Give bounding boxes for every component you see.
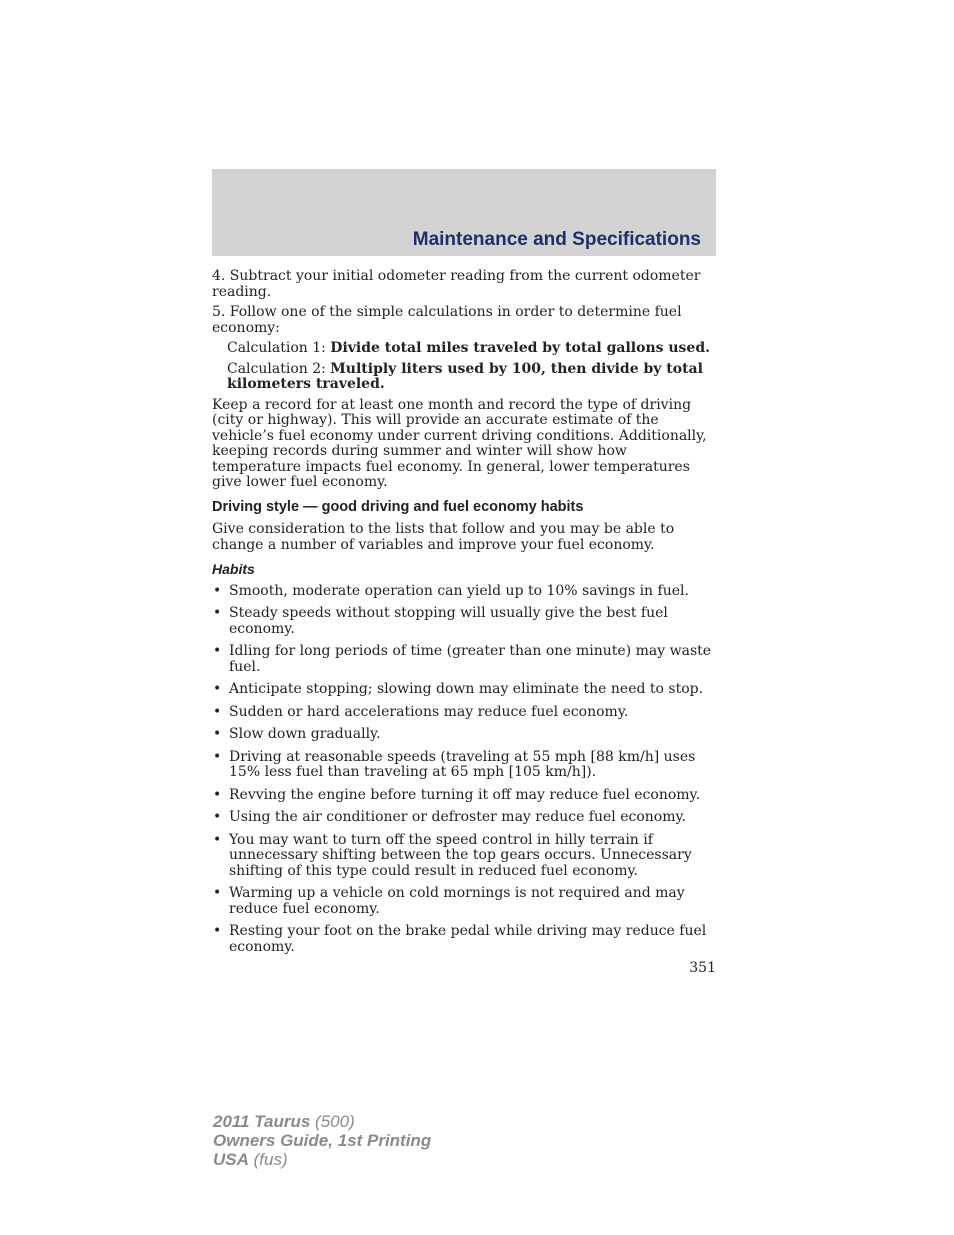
habit-text: Anticipate stopping; slowing down may eliminate the need to stop. — [229, 681, 704, 697]
habit-item — [212, 727, 716, 743]
footer — [213, 1112, 431, 1169]
bullet-icon: • — [213, 582, 222, 599]
footer-line-2 — [213, 1131, 431, 1150]
footer-edition: Owners Guide, 1st Printing — [213, 1131, 432, 1150]
footer-model-code: (500) — [310, 1112, 355, 1131]
bullet-icon: • — [213, 605, 222, 621]
habit-text: Resting your foot on the brake pedal while driving may reduce fuel economy. — [229, 923, 707, 955]
step-5: 5. Follow one of the simple calculations in order to determine fuel economy: — [212, 304, 682, 336]
footer-model: 2011 Taurus — [213, 1112, 311, 1131]
driving-style-heading: Driving style — good driving and fuel economy habits — [212, 498, 584, 515]
habit-text: You may want to turn off the speed control in hilly terrain if unnecessary shifting between the top gears occurs. Unnecessary shifting of this type could result in reduced fuel economy. — [229, 831, 692, 879]
habit-item — [212, 810, 716, 826]
habit-text: Steady speeds without stopping will usually give the best fuel economy. — [229, 605, 668, 637]
habit-text: Smooth, moderate operation can yield up to 10% savings in fuel. — [229, 582, 689, 599]
habit-text: Warming up a vehicle on cold mornings is not required and may reduce fuel economy. — [229, 885, 685, 917]
habit-text: Slow down gradually. — [229, 726, 381, 742]
bullet-icon: • — [213, 681, 222, 697]
footer-line-3 — [213, 1150, 431, 1169]
footer-market: USA — [213, 1150, 249, 1169]
bullet-icon: • — [213, 809, 222, 825]
footer-line-1 — [213, 1112, 431, 1131]
bullet-icon: • — [213, 786, 222, 803]
habit-text: Idling for long periods of time (greater than one minute) may waste fuel. — [229, 643, 712, 675]
bullet-icon: • — [213, 831, 222, 848]
habit-item — [212, 682, 716, 698]
habit-item — [212, 584, 716, 600]
habit-item — [212, 606, 716, 637]
footer-market-code: (fus) — [248, 1150, 288, 1169]
habit-text: Using the air conditioner or defroster may reduce fuel economy. — [229, 809, 686, 825]
habit-item — [212, 886, 716, 917]
bullet-icon: • — [213, 703, 222, 720]
driving-style-intro: Give consideration to the lists that follow and you may be able to change a number of variables and improve your fuel economy. — [212, 521, 675, 553]
habit-item — [212, 924, 716, 955]
habit-text: Sudden or hard accelerations may reduce fuel economy. — [229, 703, 629, 720]
habits-heading: Habits — [212, 561, 255, 577]
bullet-icon: • — [213, 726, 222, 742]
calculation-2 — [212, 362, 716, 393]
habits-list — [212, 584, 716, 956]
calculation-1-text: Divide total miles traveled by total gallons used. — [330, 340, 711, 356]
bullet-icon: • — [213, 885, 222, 901]
page-number: 351 — [689, 960, 716, 976]
habit-text: Driving at reasonable speeds (traveling at 55 mph [88 km/h] uses 15% less fuel than traveling at 65 mph [105 km/h]). — [229, 748, 696, 780]
page-content — [212, 269, 716, 962]
calculation-2-label: Calculation 2: — [227, 360, 331, 377]
bullet-icon: • — [213, 923, 222, 939]
calculation-2-text: Multiply liters used by 100, then divide by total kilometers traveled. — [227, 360, 703, 392]
habit-item — [212, 788, 716, 804]
calculation-1 — [212, 341, 716, 357]
habit-item — [212, 644, 716, 675]
section-header-band — [212, 169, 716, 256]
habit-text: Revving the engine before turning it off may reduce fuel economy. — [229, 786, 701, 803]
calculation-1-label: Calculation 1: — [227, 340, 331, 356]
record-paragraph: Keep a record for at least one month and record the type of driving (city or highway). This will provide an accurate estimate of the vehicle’s fuel economy under current driving conditions. Additionally, keeping records during summer and winter will show how temperature impacts fuel economy. In general, lower temperatures give lower fuel economy. — [212, 396, 707, 490]
step-4: 4. Subtract your initial odometer reading from the current odometer reading. — [212, 268, 701, 300]
section-title: Maintenance and Specifications — [412, 229, 701, 250]
habit-item — [212, 705, 716, 721]
habit-item — [212, 833, 716, 880]
habit-item — [212, 750, 716, 781]
bullet-icon: • — [213, 643, 222, 659]
bullet-icon: • — [213, 748, 222, 765]
